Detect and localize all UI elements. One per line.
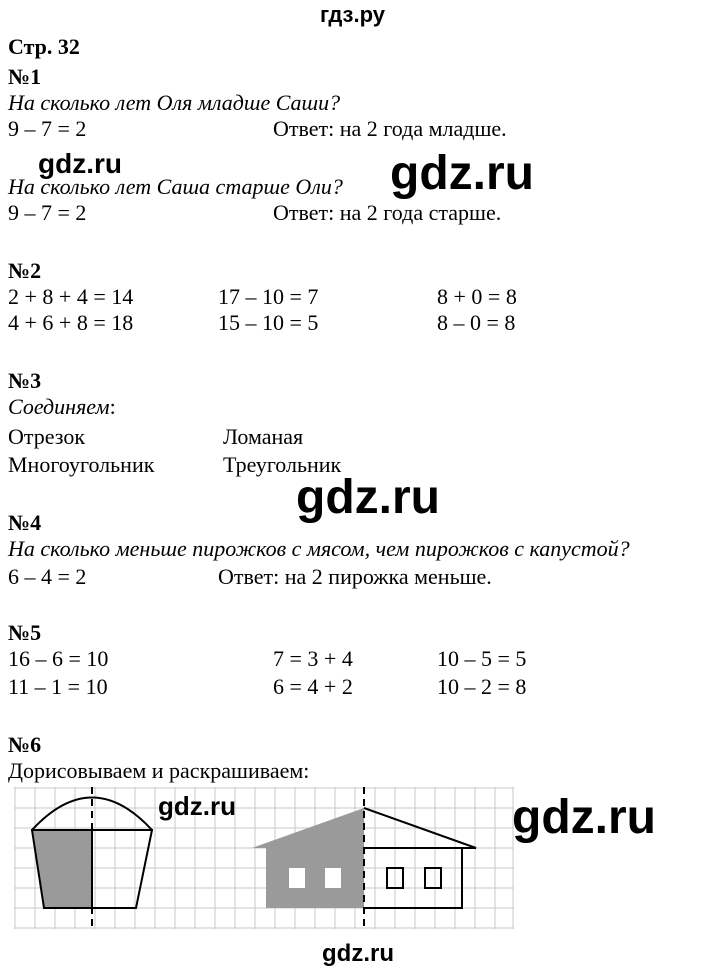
watermark-large-3: gdz.ru	[512, 791, 656, 844]
task4-number: №4	[8, 510, 42, 535]
task3-intro	[8, 394, 116, 420]
task6-intro: Дорисовываем и раскрашиваем:	[8, 758, 310, 783]
task4-equation: 6 – 4 = 2	[8, 564, 87, 589]
task3-row2-col1: Многоугольник	[8, 452, 155, 477]
task1-question2: На сколько лет Саша старше Оли?	[8, 174, 343, 199]
task1-question1: На сколько лет Оля младше Саши?	[8, 90, 341, 115]
task3-number: №3	[8, 368, 42, 393]
basket-drawn-half	[92, 830, 152, 908]
watermark-large-1: gdz.ru	[390, 147, 534, 200]
task4-answer: Ответ: на 2 пирожка меньше.	[218, 564, 492, 589]
house-window-right	[325, 868, 341, 888]
task6-number: №6	[8, 732, 42, 757]
watermark-bottom: gdz.ru	[322, 940, 394, 967]
task1-answer1: Ответ: на 2 года младше.	[273, 116, 507, 141]
task2-row2-col1: 4 + 6 + 8 = 18	[8, 310, 134, 335]
task1-answer2: Ответ: на 2 года старше.	[273, 200, 502, 225]
site-header: гдз.ру	[320, 2, 385, 27]
task5-row2-col2: 6 = 4 + 2	[273, 674, 353, 699]
task2-number: №2	[8, 258, 42, 283]
task2-row2-col2: 15 – 10 = 5	[218, 310, 319, 335]
page-title: Стр. 32	[8, 34, 80, 59]
task1-equation1: 9 – 7 = 2	[8, 116, 87, 141]
house-window-left	[289, 868, 305, 888]
house-wall-shaded	[266, 848, 364, 908]
house-window-drawn-right	[425, 868, 441, 888]
watermark-small-1: gdz.ru	[38, 148, 122, 179]
task5-row1-col3: 10 – 5 = 5	[437, 646, 527, 671]
task1-equation2: 9 – 7 = 2	[8, 200, 87, 225]
watermark-small-2: gdz.ru	[158, 791, 236, 821]
task5-row2-col3: 10 – 2 = 8	[437, 674, 527, 699]
task2-row1-col3: 8 + 0 = 8	[437, 284, 517, 309]
task3-row1-col1: Отрезок	[8, 424, 86, 449]
task2-row1-col2: 17 – 10 = 7	[218, 284, 319, 309]
task4-question: На сколько меньше пирожков с мясом, чем пирожков с капустой?	[8, 536, 630, 561]
task5-row2-col1: 11 – 1 = 10	[8, 674, 108, 699]
task3-intro-colon: :	[109, 394, 116, 419]
task3-intro-text: Соединяем	[8, 394, 110, 419]
task5-row1-col1: 16 – 6 = 10	[8, 646, 109, 671]
basket-shaded-half	[32, 830, 92, 908]
grid-drawing	[14, 787, 534, 929]
task5-row1-col2: 7 = 3 + 4	[273, 646, 353, 671]
house-wall-drawn	[364, 848, 462, 908]
task5-number: №5	[8, 620, 42, 645]
task2-row2-col3: 8 – 0 = 8	[437, 310, 516, 335]
watermark-large-2: gdz.ru	[296, 471, 440, 524]
task3-row2-col2: Треугольник	[223, 452, 342, 477]
task1-number: №1	[8, 64, 42, 89]
task3-row1-col2: Ломаная	[223, 424, 304, 449]
task2-row1-col1: 2 + 8 + 4 = 14	[8, 284, 134, 309]
